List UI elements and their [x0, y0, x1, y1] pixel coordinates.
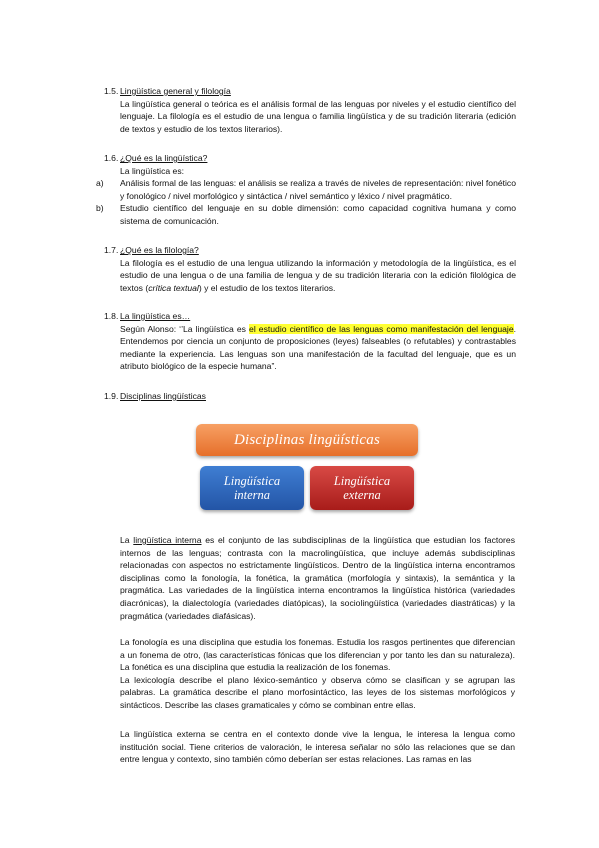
section-number: 1.8. — [104, 311, 119, 321]
section-1-6 — [96, 152, 516, 228]
italic-text: crítica textual — [148, 282, 199, 293]
section-title: ¿Qué es la lingüística? — [120, 153, 208, 163]
section-heading — [104, 152, 516, 165]
diagram-label: externa — [343, 488, 381, 502]
section-paragraph — [120, 257, 516, 295]
section-heading — [104, 244, 516, 257]
text-run: Según Alonso: ‘’La lingüística es — [120, 323, 250, 334]
section-1-7 — [104, 244, 516, 294]
section-paragraph — [120, 323, 516, 373]
diagram-box-disciplinas: Disciplinas lingüísticas — [196, 424, 418, 456]
section-title: Disciplinas lingüísticas — [120, 391, 206, 401]
text-run: La filología es el estudio de una lengua utilizando la información y metodología de la lingüística, es el estudio de una lengua o de una familia de lengua y de su tradición literaria con la edición filológica de textos ( — [120, 257, 516, 293]
list-item-text: Estudio científico del lenguaje en su doble dimensión: como capacidad cognitiva humana y como sistema de comunicación. — [120, 203, 516, 226]
text-run: ) y el estudio de los textos literarios. — [198, 282, 336, 293]
text-run: es el conjunto de las subdisciplinas de la lingüística que estudian los factores internos de las lenguas; contrasta con la macrolingüística, que incluye además subdisciplinas relacionadas con aspectos no estrictamente lingüísticos. Dentro de la lingüística interna encontramos disciplinas como la fonología, la fonética, la gramática (morfología y sintaxis), la semántica y la pragmática. Las variedades de la lingüística interna encontramos la lingüística histórica (variedades diacrónicas), la dialectología (variedades diatópicas), la sociolingüística (variedades diastráticas) y la pragmática (variedades diafásicas). — [120, 535, 515, 621]
section-1-8 — [104, 310, 516, 373]
disciplines-diagram — [196, 424, 418, 510]
paragraph-externa: La lingüística externa se centra en el contexto donde vive la lengua, le interesa la lengua como institución social. Tiene criterios de valoración, le interesa señalar no sólo las relaciones que se dan entre lengua y contexto, sino también cómo deberían ser estas relaciones. Las ramas en las — [120, 729, 515, 765]
list-marker: b) — [96, 203, 104, 214]
list-item — [96, 177, 516, 202]
section-number: 1.7. — [104, 245, 119, 255]
list-item-text: Análisis formal de las lenguas: el análisis se realiza a través de niveles de representación: nivel fonético y fonológico / nivel morfológico y sintáctica / nivel semántico y léxico / nivel pragmático. — [120, 178, 516, 201]
diagram-box-externa — [310, 466, 414, 510]
paragraph-interna — [120, 534, 515, 622]
section-1-5 — [104, 85, 516, 135]
section-number: 1.5. — [104, 86, 119, 96]
diagram-label: interna — [233, 488, 271, 502]
highlighted-text: el estudio científico de las lenguas como manifestación del lenguaje — [249, 323, 514, 334]
section-number: 1.9. — [104, 391, 119, 401]
section-title: ¿Qué es la filología? — [120, 245, 199, 255]
list-marker: a) — [96, 178, 104, 189]
section-title: La lingüística es… — [120, 311, 191, 321]
section-title: Lingüística general y filología — [120, 86, 231, 96]
paragraph-fonologia — [120, 636, 515, 712]
section-number: 1.6. — [104, 153, 119, 163]
diagram-box-interna — [200, 466, 304, 510]
section-heading — [104, 310, 516, 323]
section-paragraph: La lingüística general o teórica es el análisis formal de las lenguas por niveles y el estudio científico del lenguaje. La filología es el estudio de una lengua o familia lingüística y de su tradición literaria (edición de textos y estudio de los textos literarios). — [120, 98, 516, 134]
section-1-9 — [104, 390, 516, 403]
list-item — [96, 202, 516, 227]
text-block: La lexicología describe el plano léxico-semántico y observa cómo se clasifican y se agrupan las palabras. La gramática describe el plano morfosintáctico, las leyes de los sistemas morfológicos y sintácticos. Describe las clases gramaticales y cómo se combinan entre ellas. — [120, 674, 515, 710]
section-heading — [104, 390, 516, 403]
section-intro: La lingüística es: — [120, 165, 185, 176]
diagram-label: Lingüística — [223, 474, 281, 488]
text-run: La — [120, 535, 134, 545]
diagram-label: Lingüística — [333, 474, 391, 488]
section-heading — [104, 85, 516, 98]
text-run: . Entendemos por ciencia un conjunto de proposiciones (leyes) falseables (o refutables) y contrastables mediante la experiencia. Las lenguas son una manifestación de la facultad del lenguaje, que es un atributo biológico de la especie humana”. — [120, 323, 516, 372]
text-block: La fonología es una disciplina que estudia los fonemas. Estudia los rasgos pertinentes que diferencian a un fonema de otro, (las características fónicas que los diferencian y por tanto les dan su naturaleza). La fonética es una disciplina que estudia la realización de los fonemas. — [120, 637, 515, 673]
underlined-text: lingüística interna — [133, 535, 202, 545]
